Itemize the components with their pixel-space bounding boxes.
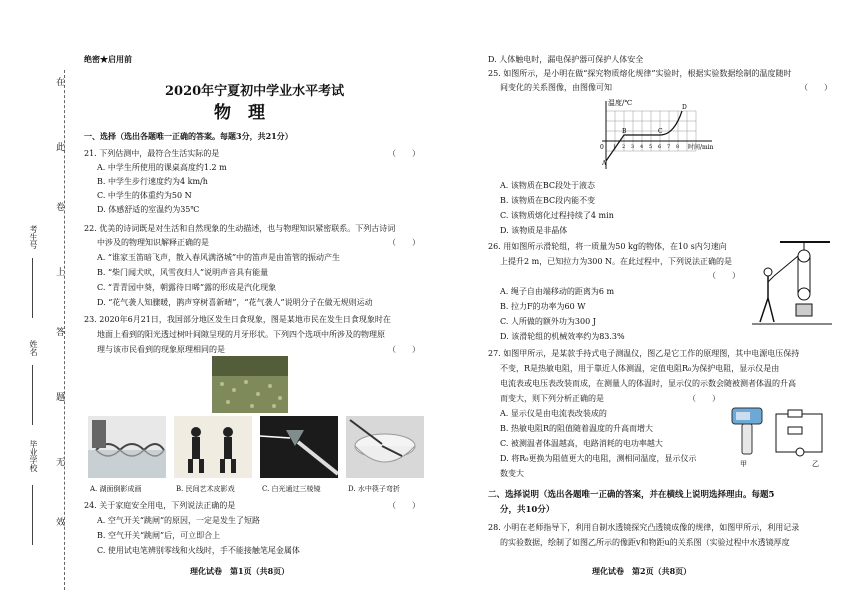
q26-b: B. 拉力F的功率为60 W [500,302,586,311]
answer-bracket: （ ） [388,501,420,510]
q23-a: A. 湖面倒影成画 [90,485,142,493]
q25-a: A. 该物质在BC段处于液态 [500,181,596,190]
q24-a: A. 空气开关“跳闸”的原因，一定是发生了短路 [97,516,261,525]
name-line [32,365,33,425]
answer-bracket: （ ） [388,149,420,158]
seal-char: 无 [56,458,66,468]
q21-c: C. 中学生的体重约为50 N [97,191,192,200]
page-footer: 理化试卷 第1页（共8页） [190,566,290,576]
seal-char: 卷 [56,203,66,213]
answer-bracket: （ ） [708,271,740,280]
figure-jia-label: 甲 [740,460,747,468]
thermometer-circuit-figure [728,404,828,472]
seal-char: 答 [56,328,66,338]
q27-b: B. 热敏电阻R的阻值随着温度的升高而增大 [500,424,653,433]
graph-point-d: D [682,104,687,111]
graph-point-c: C [658,128,663,135]
graph-tick: 8 [676,144,680,150]
q25-d: D. 该物质是非晶体 [500,226,568,235]
exam-title: 2020年宁夏初中学业水平考试 [165,84,345,99]
q27-stem: 电流表或电压表改装而成，在测量人的体温时，显示仪的示数会随被测者体温的升高 [500,379,796,388]
secret-label: 绝密★启用前 [84,54,132,64]
graph-tick: 3 [631,144,635,150]
school-label: 毕业学校 [29,440,38,472]
answer-bracket: （ ） [688,394,720,403]
q28-line: 的实验数据，绘制了如图乙所示的像距v和物距u的关系图（实验过程中水透镜厚度 [500,538,790,547]
q26-c: C. 人所做的额外功为300 J [500,317,596,326]
q25-c: C. 该物质熔化过程持续了4 min [500,211,614,220]
q23-stem: 23. 2020年6月21日，我国部分地区发生日食现象，图是某地市民在发生日食现象时在 [84,315,391,324]
graph-tick: 2 [622,144,626,150]
melting-graph [592,95,722,175]
school-line [32,485,33,545]
answer-bracket: （ ） [800,83,832,92]
shadow-puppet-image [174,416,252,478]
q27-c: C. 被测温者体温越高，电路消耗的电功率越大 [500,439,663,448]
graph-tick: 7 [667,144,671,150]
seal-char: 效 [56,518,66,528]
q23-d: D. 水中筷子弯折 [348,485,400,493]
q22-d: D. “花气袭人知骤暖，鹊声穿树喜新晴”，“花气袭人”说明分子在做无规则运动 [97,298,373,307]
q21-d: D. 体感舒适的室温约为35℃ [97,205,200,214]
q27-stem: 27. 如图甲所示，是某款手持式电子测温仪，图乙是它工作的原理图，其中电源电压保持 [488,349,800,358]
page-footer: 理化试卷 第2页（共8页） [592,566,692,576]
answer-bracket: （ ） [388,345,420,354]
q23-stem: 理与该市民看到的现象原理相同的是 [97,345,225,354]
graph-point-a: A [602,160,607,167]
q22-stem: 22. 优美的诗词既是对生活和自然现象的生动描述，也与物理知识紧密联系。下列古诗词 [84,224,396,233]
q27-d-cont: 数变大 [500,469,524,478]
q27-stem: 而变大，则下列分析正确的是 [500,394,604,403]
graph-tick: 6 [658,144,662,150]
chopsticks-bowl-image [346,416,424,478]
answer-bracket: （ ） [388,238,420,247]
q22-b: B. “柴门闻犬吠，风雪夜归人”说明声音具有能量 [97,268,269,277]
section2-heading: 二、选择说明（选出各题唯一正确的答案，并在横线上说明选择理由。每题5 [488,490,775,500]
q27-stem: 不变，R是热敏电阻，用于靠近人体测温，定值电阻R₀为保护电阻，显示仪是由 [500,364,780,373]
q24-b: B. 空气开关“跳闸”后，可立即合上 [97,531,221,540]
lake-reflection-image [88,416,166,478]
graph-xlabel: 时间/min [688,144,714,151]
seal-char: 此 [56,143,66,153]
pulley-system-figure [752,236,832,328]
q24-c: C. 使用试电笔辨别零线和火线时，手不能接触笔尾金属体 [97,546,300,555]
graph-point-b: B [622,128,627,135]
q25-stem: 25. 如图所示，是小明在做“探究物质熔化规律”实验时，根据实验数据绘制的温度随时 [488,69,792,78]
graph-ylabel: 温度/℃ [608,99,633,107]
q27-a: A. 显示仪是由电流表改装成的 [500,409,607,418]
graph-tick: 1 [613,144,617,150]
eclipse-shadow-photo [212,356,288,413]
seal-char: 上 [56,268,66,278]
q26-a: A. 绳子自由端移动的距离为6 m [500,287,615,296]
q26-stem: 26. 用如图所示滑轮组，将一质量为50 kg的物体，在10 s内匀速向 [488,242,727,251]
section1-heading: 一、选择（选出各题唯一正确的答案。每题3分，共21分） [84,131,293,141]
q24-d: D. 人体触电时，漏电保护器可保护人体安全 [488,55,644,64]
q26-d: D. 该滑轮组的机械效率约为83.3% [500,332,625,341]
exam-number-label: 考生号 [29,225,38,249]
name-label: 姓名 [29,340,38,356]
q23-c: C. 白光通过三棱镜 [262,485,321,493]
graph-tick: 4 [640,144,644,150]
q23-b: B. 民间艺术皮影戏 [176,485,235,493]
q28-line: 28. 小明在老师指导下，利用自制水透镜探究凸透镜成像的规律，如图甲所示，利用记录 [488,523,800,532]
q21-b: B. 中学生步行速度约为4 km/h [97,177,208,186]
q22-stem: 中涉及的物理知识解释正确的是 [97,238,209,247]
q22-a: A. “谁家玉笛暗飞声，散入春风满洛城”中的笛声是由笛管的振动产生 [97,253,341,262]
q26-stem: 上提升2 m，已知拉力为300 N。在此过程中，下列说法正确的是 [500,257,733,266]
seal-char: 在 [56,78,66,88]
section2-heading-cont: 分，共10分） [500,505,555,515]
svg-text:0: 0 [600,144,604,151]
q22-c: C. “青青园中葵，朝露待日晞”露的形成是汽化现象 [97,283,277,292]
q27-d: D. 将R₀更换为阻值更大的电阻，测相同温度，显示仪示 [500,454,697,463]
prism-image [260,416,338,478]
subject-title: 物 理 [214,103,265,123]
q21-a: A. 中学生所使用的课桌高度约1.2 m [97,163,227,172]
q25-stem: 间变化的关系图像，由图像可知 [500,83,612,92]
figure-yi-label: 乙 [812,460,819,468]
q23-stem: 地面上看到的阳光透过树叶间隙呈现的月牙形状。下列四个选项中所涉及的物理原 [97,330,385,339]
q24-stem: 24. 关于家庭安全用电，下列说法正确的是 [84,501,236,510]
q21-stem: 21. 下列估测中，最符合生活实际的是 [84,149,220,158]
exam-number-line [32,258,33,318]
q25-b: B. 该物质在BC段内能不变 [500,196,596,205]
seal-char: 题 [56,393,66,403]
graph-tick: 5 [649,144,653,150]
